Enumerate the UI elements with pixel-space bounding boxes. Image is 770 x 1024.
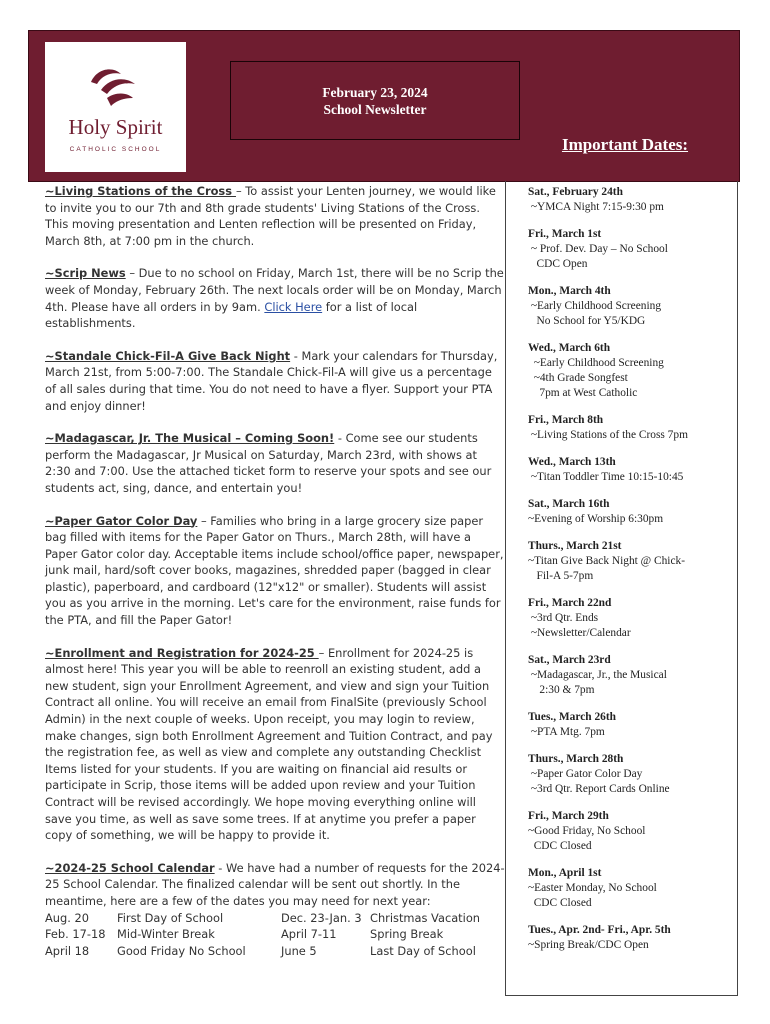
date-entry xyxy=(528,866,731,911)
news-item-title: ~Living Stations of the Cross xyxy=(45,184,236,198)
date-entry xyxy=(528,185,731,215)
table-row xyxy=(45,926,480,943)
date-event: ~Madagascar, Jr., the Musical xyxy=(528,669,667,681)
date-event: Fil-A 5-7pm xyxy=(528,570,594,582)
date-heading: Tues., Apr. 2nd- Fri., Apr. 5th xyxy=(528,924,671,936)
news-item-body: - Mark your calendars for Thursday, March 21st, from 5:00-7:00. The Standale Chick-Fil-A will give us a percentage of all sales during that time. You do not need to have a flyer. Support your PTA and enjoy dinner! xyxy=(45,348,498,413)
date-heading: Wed., March 6th xyxy=(528,342,611,354)
date-event: ~Titan Toddler Time 10:15-10:45 xyxy=(528,471,684,483)
date-entry xyxy=(528,227,731,272)
date-heading: Fri., March 8th xyxy=(528,414,604,426)
dove-logo-icon xyxy=(87,64,139,108)
news-item-school-calendar xyxy=(45,860,505,910)
date-entry xyxy=(528,455,731,485)
news-item-body: - Come see our students perform the Madagascar, Jr Musical on Saturday, March 23rd, with shows at 2:30 and 7:00. Use the attached ticket form to reserve your spots and see our students act, sing, dance, and entertain you! xyxy=(45,431,492,495)
logo-school-subtitle: CATHOLIC SCHOOL xyxy=(69,146,162,153)
date-heading: Fri., March 29th xyxy=(528,810,609,822)
date-entry xyxy=(528,653,731,698)
date-event: ~Early Childhood Screening xyxy=(528,357,664,369)
news-item-title: ~Madagascar, Jr. The Musical – Coming Soon! xyxy=(45,431,335,446)
school-logo xyxy=(45,42,186,172)
news-item-body: – Enrollment for 2024-25 is almost here! This year you will be able to reenroll an existing student, add a new student, sign your Enrollment Agreement, and view and sign your Tuition Contract all online. You will receive an email from FinalSite (previously School Admin) in the next couple of weeks. Upon receipt, you may login to review, make changes, sign both Enrollment Agreement and Tuition Contract, and pay the registration fee, as well as view and complete any outstanding Checklist Items listed for your students. If you are waiting on financial aid results or participate in Scrip, those items will be added upon review and your Tuition Contract will be revised accordingly. We hope moving everything online will save you time, as well as save some trees. If at anytime you prefer a paper copy of something, we will be happy to provide it. xyxy=(45,645,493,843)
date-heading: Mon., April 1st xyxy=(528,867,602,879)
date-event: CDC Open xyxy=(528,258,588,270)
date-event: ~3rd Qtr. Report Cards Online xyxy=(528,783,670,795)
date-entry xyxy=(528,284,731,329)
table-cell: First Day of School xyxy=(117,910,224,925)
date-heading: Sat., March 16th xyxy=(528,498,610,510)
date-event: ~Easter Monday, No School xyxy=(528,882,657,894)
news-item-paper-gator xyxy=(45,513,505,629)
date-heading: Thurs., March 21st xyxy=(528,540,622,552)
date-event: ~YMCA Night 7:15-9:30 pm xyxy=(528,201,664,213)
date-entry xyxy=(528,923,731,953)
date-heading: Sat., February 24th xyxy=(528,186,623,198)
date-event: ~ Prof. Dev. Day – No School xyxy=(528,243,668,255)
date-event: 2:30 & 7pm xyxy=(528,684,595,696)
table-cell: Good Friday No School xyxy=(117,943,246,958)
table-cell: Feb. 17-18 xyxy=(45,927,106,942)
date-heading: Tues., March 26th xyxy=(528,711,616,723)
calendar-dates-table xyxy=(45,910,480,960)
date-heading: Sat., March 23rd xyxy=(528,654,611,666)
table-cell: Aug. 20 xyxy=(45,910,89,925)
date-entry xyxy=(528,596,731,641)
date-event: CDC Closed xyxy=(528,897,592,909)
date-event: ~3rd Qtr. Ends xyxy=(528,612,599,624)
newsletter-main-column xyxy=(45,183,505,959)
date-event: ~4th Grade Songfest xyxy=(528,372,628,384)
news-item-title: ~2024-25 School Calendar xyxy=(45,860,215,875)
date-heading: Fri., March 22nd xyxy=(528,597,612,609)
news-item-body: – To assist your Lenten journey, we would like to invite you to our 7th and 8th grade students' Living Stations of the Cross. This moving presentation and Lenten reflection will be presented on Friday, March 8th, at 7:00 pm in the church. xyxy=(45,184,496,248)
date-event: ~Living Stations of the Cross 7pm xyxy=(528,429,688,441)
date-event: ~Good Friday, No School xyxy=(528,825,646,837)
date-event: CDC Closed xyxy=(528,840,592,852)
table-cell: April 7-11 xyxy=(281,927,337,942)
newsletter-title: School Newsletter xyxy=(323,102,427,117)
date-entry xyxy=(528,413,731,443)
date-entry xyxy=(528,752,731,797)
date-event: ~Evening of Worship 6:30pm xyxy=(528,513,664,525)
date-event: No School for Y5/KDG xyxy=(528,315,646,327)
date-event: ~Paper Gator Color Day xyxy=(528,768,643,780)
news-item-body-after: for a list of local establishments. xyxy=(45,299,418,331)
news-item-body: – Due to no school on Friday, March 1st, there will be no Scrip the week of Monday, February 26th. The next locals order will be on Monday, March 4th. Please have all orders in by 9am. xyxy=(45,266,504,314)
date-entry xyxy=(528,341,731,401)
news-item-enrollment xyxy=(45,645,505,844)
date-heading: Wed., March 13th xyxy=(528,456,616,468)
news-item-title: ~Standale Chick-Fil-A Give Back Night xyxy=(45,348,291,363)
news-item-title: ~Enrollment and Registration for 2024-25 xyxy=(45,645,319,660)
table-cell: Last Day of School xyxy=(370,943,476,958)
date-heading: Fri., March 1st xyxy=(528,228,602,240)
news-item-body: – Families who bring in a large grocery size paper bag filled with items for the Paper Gator on Thurs., March 28th, will have a Paper Gator color day. Acceptable items include school/office paper, newspaper, junk mail, hard/soft cover books, magazines, shredded paper (bagged in clear plastic), paperboard, and cardboard (12"x12" or smaller). Students will assist you as you arrive in the morning. Let's care for the environment, raise funds for the PTA, and fill the Paper Gator! xyxy=(45,513,504,628)
table-row xyxy=(45,943,480,960)
logo-school-name: Holy Spirit xyxy=(68,115,163,139)
table-cell: June 5 xyxy=(281,943,317,958)
date-event: ~PTA Mtg. 7pm xyxy=(528,726,605,738)
date-heading: Thurs., March 28th xyxy=(528,753,624,765)
table-cell: Dec. 23-Jan. 3 xyxy=(281,910,362,925)
date-event: ~Titan Give Back Night @ Chick- xyxy=(528,555,686,567)
table-cell: April 18 xyxy=(45,943,90,958)
date-event: 7pm at West Catholic xyxy=(528,387,638,399)
date-entry xyxy=(528,710,731,740)
date-event: ~Newsletter/Calendar xyxy=(528,627,631,639)
table-cell: Christmas Vacation xyxy=(370,910,481,925)
news-item-title: ~Paper Gator Color Day xyxy=(45,513,198,528)
news-item-chick-fil-a xyxy=(45,348,505,414)
news-item-body: - We have had a number of requests for the 2024-25 School Calendar. The finalized calendar will be sent out shortly. In the meantime, here are a few of the dates you may need for next year: xyxy=(45,860,505,908)
date-event: ~Spring Break/CDC Open xyxy=(528,939,649,951)
date-event: ~Early Childhood Screening xyxy=(528,300,662,312)
table-cell: Spring Break xyxy=(370,927,444,942)
scrip-click-here-link[interactable]: Click Here xyxy=(264,299,323,314)
newsletter-date: February 23, 2024 xyxy=(322,85,428,100)
news-item-title: ~Scrip News xyxy=(45,266,126,281)
date-entry xyxy=(528,497,731,527)
important-dates-heading: Important Dates: xyxy=(561,135,689,154)
newsletter-title-box xyxy=(230,61,520,140)
important-dates-sidebar xyxy=(505,181,738,996)
table-row xyxy=(45,910,480,927)
table-cell: Mid-Winter Break xyxy=(117,927,215,942)
news-item-madagascar xyxy=(45,430,505,496)
date-entry xyxy=(528,539,731,584)
date-entry xyxy=(528,809,731,854)
date-heading: Mon., March 4th xyxy=(528,285,611,297)
news-item-scrip xyxy=(45,265,505,331)
news-item-living-stations xyxy=(45,183,505,249)
